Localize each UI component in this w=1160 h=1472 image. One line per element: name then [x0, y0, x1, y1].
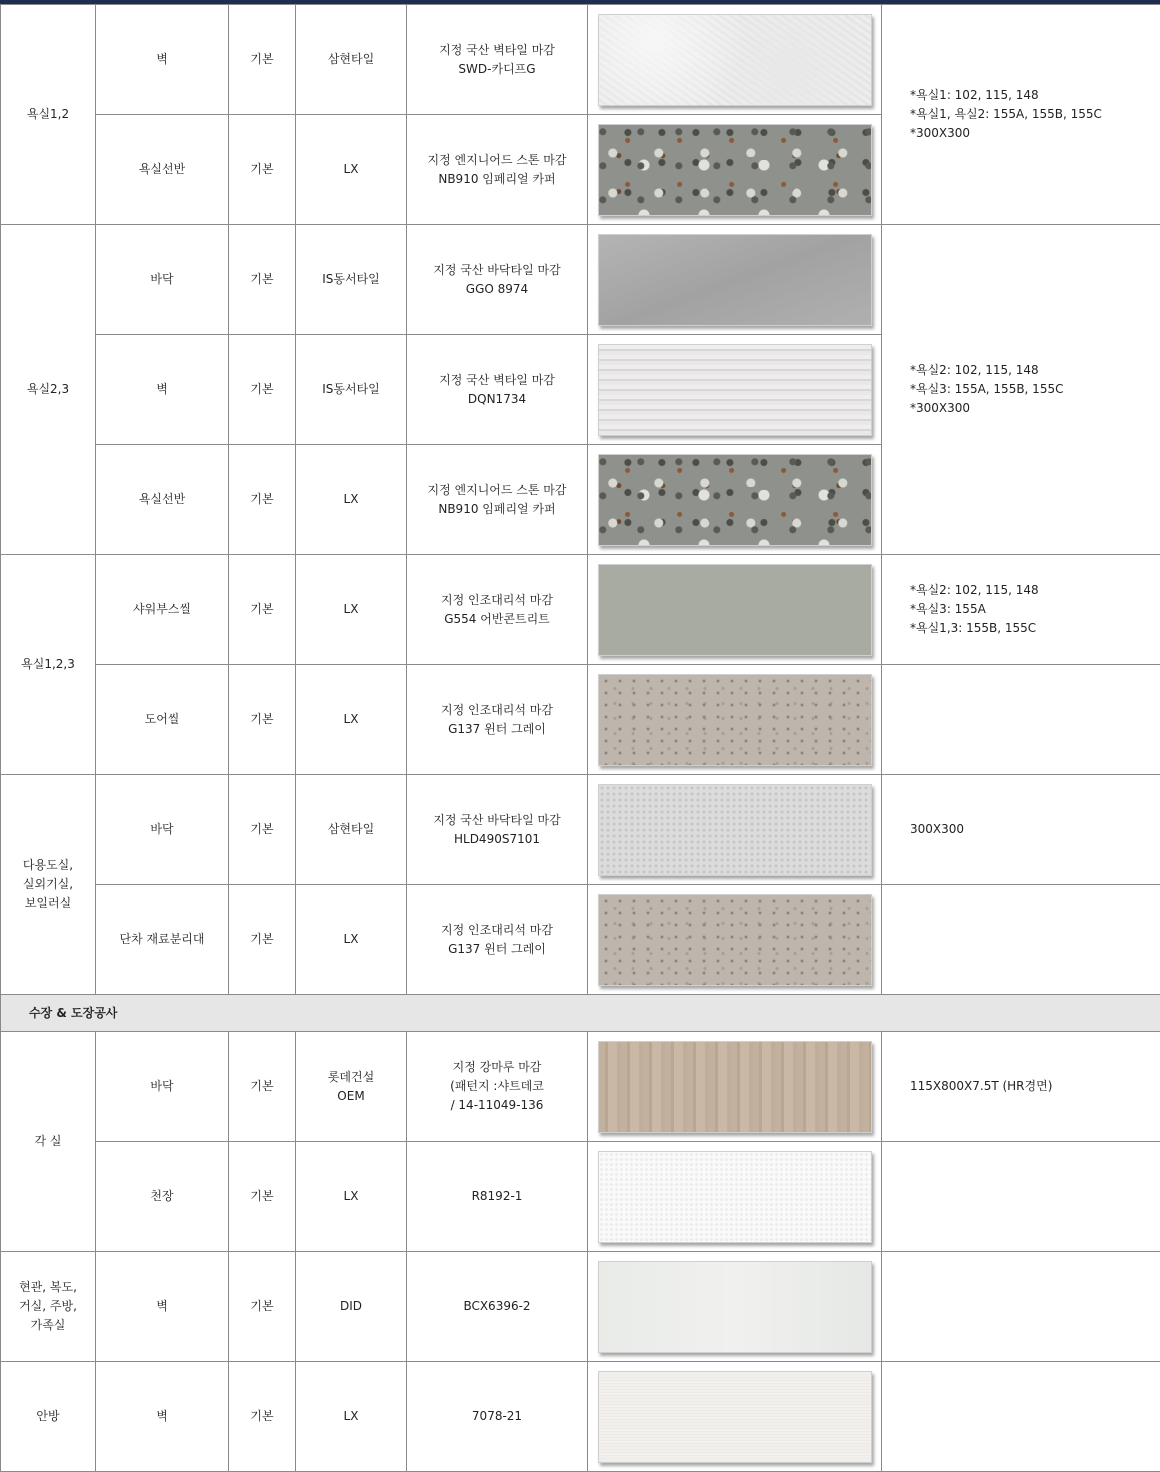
brand-cell: 삼현타일: [296, 5, 407, 115]
material-swatch-image: [598, 234, 872, 326]
spec-line: (패턴지 :샤트데코: [407, 1077, 587, 1096]
note-cell: [882, 225, 1160, 555]
table-row: [1, 1032, 1160, 1142]
spec-cell: 7078-21: [407, 1362, 588, 1472]
table-row: [1, 665, 1160, 775]
material-swatch-image: [598, 124, 872, 216]
brand-cell: IS동서타일: [296, 335, 407, 445]
spec-line: GGO 8974: [407, 280, 587, 299]
table-row: [1, 1362, 1160, 1472]
spec-line: G137 윈터 그레이: [407, 720, 587, 739]
note-line: *욕실3: 155A: [910, 600, 1160, 619]
area-line: 거실, 주방,: [1, 1297, 95, 1316]
note-cell: [882, 555, 1160, 665]
brand-line: 롯데건설: [296, 1068, 406, 1087]
spec-line: 지정 국산 바닥타일 마감: [407, 261, 587, 280]
area-cell: 안방: [1, 1362, 96, 1472]
swatch-cell: [588, 775, 882, 885]
area-cell: 욕실1,2: [1, 5, 96, 225]
area-cell: [1, 1252, 96, 1362]
brand-cell: LX: [296, 1362, 407, 1472]
location-cell: 벽: [96, 335, 229, 445]
area-cell: 각 실: [1, 1032, 96, 1252]
brand-cell: 삼현타일: [296, 775, 407, 885]
area-line: 보일러실: [1, 894, 95, 913]
type-cell: 기본: [229, 775, 296, 885]
area-cell: 욕실1,2,3: [1, 555, 96, 775]
type-cell: 기본: [229, 1142, 296, 1252]
swatch-cell: [588, 1252, 882, 1362]
material-swatch-image: [598, 564, 872, 656]
brand-cell: LX: [296, 665, 407, 775]
spec-cell: [407, 335, 588, 445]
brand-cell: LX: [296, 885, 407, 995]
brand-cell: LX: [296, 115, 407, 225]
spec-line: 지정 엔지니어드 스톤 마감: [407, 481, 587, 500]
note-line: *욕실1, 욕실2: 155A, 155B, 155C: [910, 105, 1160, 124]
spec-line: 지정 국산 벽타일 마감: [407, 41, 587, 60]
material-swatch-image: [598, 1261, 872, 1353]
finish-schedule-table: [0, 4, 1160, 1472]
spec-line: NB910 임페리얼 카퍼: [407, 500, 587, 519]
note-cell: [882, 665, 1160, 775]
swatch-cell: [588, 555, 882, 665]
location-cell: 벽: [96, 1362, 229, 1472]
brand-cell: LX: [296, 1142, 407, 1252]
spec-cell: [407, 445, 588, 555]
note-cell: [882, 1252, 1160, 1362]
spec-cell: [407, 885, 588, 995]
spec-line: 지정 국산 벽타일 마감: [407, 371, 587, 390]
spec-cell: [407, 775, 588, 885]
spec-line: 지정 인조대리석 마감: [407, 591, 587, 610]
spec-line: 지정 강마루 마감: [407, 1058, 587, 1077]
spec-cell: [407, 5, 588, 115]
note-cell: [882, 885, 1160, 995]
spec-line: 지정 국산 바닥타일 마감: [407, 811, 587, 830]
swatch-cell: [588, 225, 882, 335]
location-cell: 바닥: [96, 1032, 229, 1142]
type-cell: 기본: [229, 1362, 296, 1472]
note-line: *욕실2: 102, 115, 148: [910, 581, 1160, 600]
type-cell: 기본: [229, 5, 296, 115]
spec-line: G137 윈터 그레이: [407, 940, 587, 959]
note-line: *300X300: [910, 124, 1160, 143]
table-row: [1, 775, 1160, 885]
swatch-cell: [588, 1142, 882, 1252]
type-cell: 기본: [229, 445, 296, 555]
spec-line: 지정 엔지니어드 스톤 마감: [407, 151, 587, 170]
brand-cell: [296, 1032, 407, 1142]
note-line: *욕실3: 155A, 155B, 155C: [910, 380, 1160, 399]
location-cell: 도어씰: [96, 665, 229, 775]
spec-line: HLD490S7101: [407, 830, 587, 849]
area-cell: [1, 775, 96, 995]
table-row: [1, 5, 1160, 115]
table-row: [1, 885, 1160, 995]
section-header-row: [1, 995, 1160, 1032]
material-swatch-image: [598, 784, 872, 876]
material-swatch-image: [598, 674, 872, 766]
location-cell: 샤워부스씰: [96, 555, 229, 665]
swatch-cell: [588, 885, 882, 995]
area-line: 다용도실,: [1, 856, 95, 875]
note-cell: [882, 1362, 1160, 1472]
brand-cell: LX: [296, 555, 407, 665]
swatch-cell: [588, 1362, 882, 1472]
material-swatch-image: [598, 1041, 872, 1133]
note-cell: 115X800X7.5T (HR경면): [882, 1032, 1160, 1142]
spec-cell: [407, 1032, 588, 1142]
location-cell: 단차 재료분리대: [96, 885, 229, 995]
location-cell: 욕실선반: [96, 445, 229, 555]
spec-line: NB910 임페리얼 카퍼: [407, 170, 587, 189]
note-cell: [882, 5, 1160, 225]
area-cell: 욕실2,3: [1, 225, 96, 555]
table-row: [1, 1142, 1160, 1252]
spec-cell: [407, 115, 588, 225]
type-cell: 기본: [229, 665, 296, 775]
location-cell: 천장: [96, 1142, 229, 1252]
table-row: [1, 1252, 1160, 1362]
type-cell: 기본: [229, 885, 296, 995]
area-line: 현관, 복도,: [1, 1278, 95, 1297]
swatch-cell: [588, 335, 882, 445]
material-swatch-image: [598, 344, 872, 436]
material-swatch-image: [598, 1371, 872, 1463]
location-cell: 욕실선반: [96, 115, 229, 225]
note-cell: 300X300: [882, 775, 1160, 885]
brand-cell: DID: [296, 1252, 407, 1362]
type-cell: 기본: [229, 225, 296, 335]
material-swatch-image: [598, 1151, 872, 1243]
material-swatch-image: [598, 454, 872, 546]
spec-cell: R8192-1: [407, 1142, 588, 1252]
spec-line: DQN1734: [407, 390, 587, 409]
material-swatch-image: [598, 894, 872, 986]
brand-line: OEM: [296, 1087, 406, 1106]
swatch-cell: [588, 115, 882, 225]
note-line: *욕실1: 102, 115, 148: [910, 86, 1160, 105]
type-cell: 기본: [229, 115, 296, 225]
swatch-cell: [588, 665, 882, 775]
swatch-cell: [588, 445, 882, 555]
location-cell: 바닥: [96, 225, 229, 335]
location-cell: 벽: [96, 5, 229, 115]
type-cell: 기본: [229, 555, 296, 665]
type-cell: 기본: [229, 1032, 296, 1142]
brand-cell: IS동서타일: [296, 225, 407, 335]
table-row: [1, 555, 1160, 665]
brand-cell: LX: [296, 445, 407, 555]
spec-line: G554 어반콘트리트: [407, 610, 587, 629]
location-cell: 벽: [96, 1252, 229, 1362]
note-line: *욕실2: 102, 115, 148: [910, 361, 1160, 380]
area-line: 실외기실,: [1, 875, 95, 894]
spec-cell: [407, 665, 588, 775]
type-cell: 기본: [229, 335, 296, 445]
table-row: [1, 225, 1160, 335]
note-cell: [882, 1142, 1160, 1252]
swatch-cell: [588, 5, 882, 115]
spec-cell: [407, 225, 588, 335]
spec-line: 지정 인조대리석 마감: [407, 921, 587, 940]
spec-cell: BCX6396-2: [407, 1252, 588, 1362]
note-line: *욕실1,3: 155B, 155C: [910, 619, 1160, 638]
location-cell: 바닥: [96, 775, 229, 885]
type-cell: 기본: [229, 1252, 296, 1362]
spec-line: / 14-11049-136: [407, 1096, 587, 1115]
spec-cell: [407, 555, 588, 665]
area-line: 가족실: [1, 1316, 95, 1335]
material-swatch-image: [598, 14, 872, 106]
spec-line: 지정 인조대리석 마감: [407, 701, 587, 720]
section-title: 수장 & 도장공사: [1, 995, 1160, 1032]
spec-line: SWD-카디프G: [407, 60, 587, 79]
swatch-cell: [588, 1032, 882, 1142]
note-line: *300X300: [910, 399, 1160, 418]
